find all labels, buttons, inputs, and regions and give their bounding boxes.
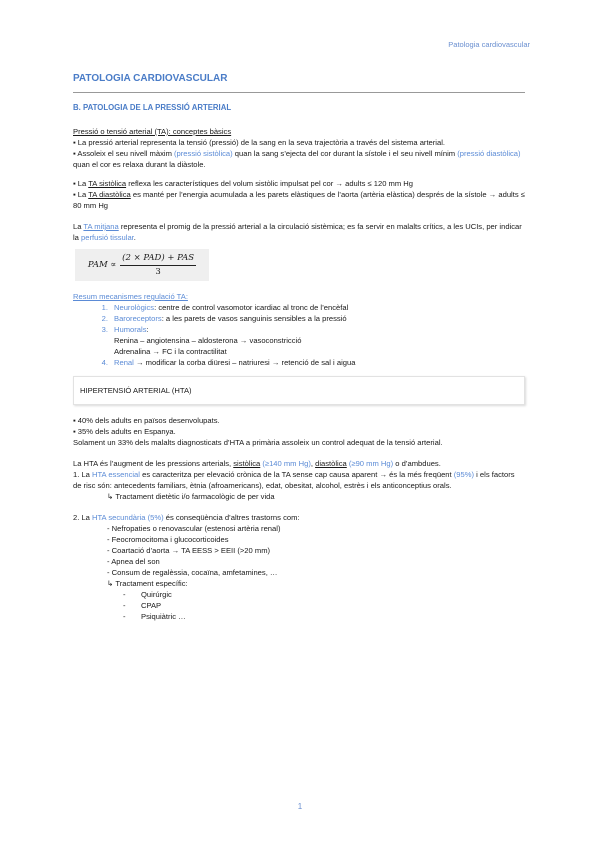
essential-hta: 1. La HTA essencial es caracteritza per elevació crònica de la TA sense cap causa aparent → és la més freqüent (95%) i els factors de risc són: antecedents familiars, ètnia (afroamericans), edat, obesitat, alcohol, estrès i els anticonceptius orals. — [73, 470, 515, 490]
ta-heading: Pressió o tensió arterial (TA): conceptes bàsics — [73, 127, 232, 136]
title-divider — [73, 92, 525, 93]
humoral-sub-2: Adrenalina → FC i la contractilitat — [114, 347, 227, 356]
secondary-hta: 2. La HTA secundària (5%) és conseqüència d’altres trastorns com: — [73, 513, 300, 522]
hta-definition: La HTA és l’augment de les pressions arterials, sistòlica (≥140 mm Hg), diastòlica (≥90 mm Hg) o d’ambdues. — [73, 459, 441, 468]
document-title: PATOLOGIA CARDIOVASCULAR — [73, 73, 228, 84]
hta-section-box — [73, 376, 525, 405]
humoral-sub-1: Renina – angiotensina – aldosterona → vasoconstricció — [114, 336, 302, 345]
hta-section-title: HIPERTENSIÓ ARTERIAL (HTA) — [80, 386, 192, 395]
regulation-item-4: 4. Renal → modificar la corba diüresi – natriuresi → retenció de sal i aigua — [101, 358, 356, 367]
regulation-heading: Resum mecanismes regulació TA: — [73, 292, 188, 301]
diastolic-bullet: ▪ La TA diastòlica es manté per l’energia acumulada a les parets elàstiques de l’aorta (artèria elàstica) després de la sístole → adults ≤ 80 mm Hg — [73, 190, 525, 210]
essential-treatment: ↳ Tractament dietètic i/o farmacològic de per vida — [107, 492, 275, 501]
stat-item: ▪ 40% dels adults en països desenvolupats. — [73, 416, 220, 425]
regulation-item-3: 3. Humorals: — [101, 325, 149, 334]
formula-fraction: $\frac{\text{(2 × PAD) + PAS}}{3}$ — [122, 252, 195, 277]
stat-item: ▪ 35% dels adults en Espanya. — [73, 427, 176, 436]
stats-note: Solament un 33% dels malalts diagnosticats d’HTA a primària assoleix un control adequat de la tensió arterial. — [73, 438, 443, 447]
systolic-bullet: ▪ La TA sistòlica reflexa les característiques del volum sistòlic impulsat pel cor → adults ≤ 120 mm Hg — [73, 179, 414, 188]
treatment-item: - Quirúrgic — [123, 590, 172, 599]
pam-formula: PAM ∝ $\frac{\text{(2 × PAD) + PAS}}{3}$ — [75, 249, 209, 281]
regulation-item-1: 1. Neurològics: centre de control vasomotor icardiac al tronc de l’encèfal — [101, 303, 349, 312]
ta-bullet-2: ▪ Assoleix el seu nivell màxim (pressió sistòlica) quan la sang s’ejecta del cor durant la sístole i el seu nivell mínim (pressió diastòlica) quan el cor es relaxa durant la diàstole. — [73, 149, 521, 169]
page-number: 1 — [297, 802, 303, 811]
document-body — [73, 126, 525, 622]
cause-item: - Apnea del son — [107, 557, 160, 566]
regulation-item-2: 2. Baroreceptors: a les parets de vasos sanguinis sensibles a la pressió — [101, 314, 347, 323]
cause-item: - Feocromocitoma i glucocorticoides — [107, 535, 229, 544]
term-diastolic: (pressió diastòlica) — [457, 149, 521, 158]
running-header: Patologia cardiovascular — [448, 40, 530, 49]
cause-item: - Consum de regalèssia, cocaïna, amfetamines, … — [107, 568, 278, 577]
cause-item: - Coartació d’aorta → TA EESS > EEII (>20 mm) — [107, 546, 271, 555]
ta-bullet-1: ▪ La pressió arterial representa la tensió (pressió) de la sang en la seva trajectòria a través del sistema arterial. — [73, 138, 446, 147]
treatment-item: - CPAP — [123, 601, 162, 610]
section-title: B. PATOLOGIA DE LA PRESSIÓ ARTERIAL — [73, 103, 232, 112]
mean-pressure-paragraph: La TA mitjana representa el promig de la pressió arterial a la circulació sistèmica; es fa servir en malalts crítics, a les UCIs, per indicar la perfusió tissular. — [73, 222, 522, 242]
term-perfusion: perfusió tissular — [81, 233, 134, 242]
treatment-item: - Psiquiàtric … — [123, 612, 186, 621]
cause-item: - Nefropaties o renovascular (estenosi artèria renal) — [107, 524, 281, 533]
term-systolic: (pressió sistòlica) — [174, 149, 233, 158]
specific-treatment: ↳ Tractament específic: — [107, 579, 188, 588]
term-mean-ta: TA mitjana — [83, 222, 119, 231]
